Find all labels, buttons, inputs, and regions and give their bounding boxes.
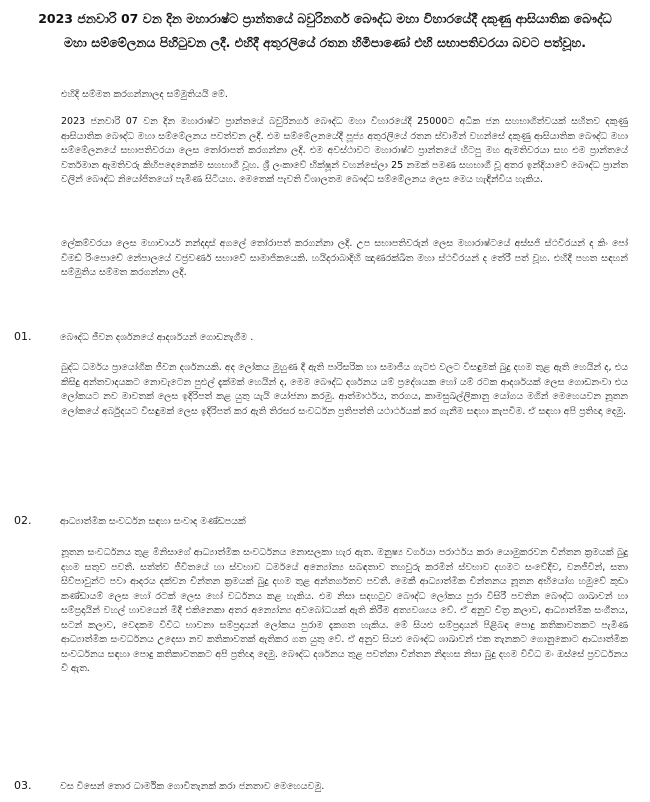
section-1-number: 01. [14, 330, 32, 343]
section-2-number: 02. [14, 514, 32, 527]
section-3-number: 03. [14, 779, 32, 792]
section-1-title: බෞද්ධ ජීවන දර්ශනයේ ආදර්ශයන් ගොඩනැගීම . [60, 332, 254, 343]
intro-paragraph: එහිදි සම්මත කරගන්නාලද සම්මුතියයි මේ. [61, 89, 228, 100]
section-1-heading [14, 329, 253, 346]
section-3-title: වස විසෙන් තොර ධාර්මික ගොවිතැනක් කරා ජනතාව මෙහෙයවමු. [60, 781, 325, 792]
section-3-heading [14, 778, 324, 795]
section-2-title: ආධ්‍යාත්මික සංවර්ධන සඳහා සංවාද මණ්ඩපයක් [60, 516, 246, 527]
paragraph-2: ලේකම්වරයා ලෙස මහාචාර්ය නන්දදාස් අගලේ තෝරාපත් කරගන්නා ලදි. උප සභාපතිවරුන් ලෙස මහාරාෂ්ටයේ අස්සජි ස්ථවිරයන් ද කිං පෝ විමඩ් රිංපොචේ නේපාලයේ වජ්‍රවර්ණ සභාවේ සාමාජිකයෙකි. හයිදරාබාදිහි ඤාණරක්ඛිත මහා ස්ථවිරයන් ද තේරී පත් වූහ. එහිදී පහත සඳහන් සම්මුතිය සම්මත කරගන්නා ලදි. [61, 238, 628, 278]
section-2-heading [14, 513, 246, 530]
section-2-body: නූතන සංවර්ධනය තුළ මිනිසාගේ ආධ්‍යාත්මික සංවර්ධනය නොසලකා හැර ඇත. මනුෂ්‍ය වර්ගයා පරාර්ථය කරා යොමුකරවන චින්තන ක්‍රමයක් බුදු දහම සතුව පවතී. සත්ත්ව ජීවිතයේ හා ස්වභාව ධර්මයේ අන්‍යෝන්‍ය සබඳතාව තහවුරු කරමින් ස්වභාව දහමට සංවේදීව, වනජීවීන්, සතා සිව්පාවුන්ට පවා ආදරය දක්වන චින්තන ක්‍රමයක් බුදු දහම තුළ අන්තර්ගතව පවතී. මෙකී ආධ්‍යාත්මික චින්තනය නූතන අභියෝග හමුවේ කුඩා කණ්ඩායම් ලෙස හෝ රටක් ලෙස හෝ වර්ධනය කළ හැකිය. එම නිසා සදහටුව බෞද්ධ ලෝකය පුරා විසිරී පවතින බෞද්ධ ශාඛාවන් හා සම්ප්‍රදායින් වහල් හාවයෙන් මිදී එකිනෙකා අතර අන්‍යෝන්‍ය අවබෝධයක් ඇති කිරීම අත්‍යවශ්‍යය වේ. ඒ අනුව චිත්‍ර කලාව, ආධ්‍යාත්මික සංගීතය, සටන් කලාව, වෙදකම විවිධ භාවනා සම්ප්‍රදායන් ලෝකය පුරාම දැකගත හැකිය. මේ සියළු සම්ප්‍රදායන් පිළිබඳ පොදු කතිකාවතකට පැමිණ ආධ්‍යාත්මික සංවර්ධනය උදෙසා නව කතිකාවතක් ඇතිකර ගත යුතු වේ. ඒ අනුව සියළු බෞද්ධ ශාඛාවන් එක තැනකට ගොනුකොට ආධ්‍යාත්මික සංවර්ධනය සඳහා පොදු කතිකාවතකට අපි ප්‍රතිඥා දෙමු. බෞද්ධ දර්ශනය තුළ පවත්නා චින්තන නිදහස නිසා බුදු දහම විවිධ මං ඔස්සේ ප්‍රවර්ධනය වී ඇත. [61, 547, 628, 674]
paragraph-1: 2023 ජනවාරි 07 වන දින මහාරාෂ්ට ප්‍රාන්තයේ බවුරිනගර් බෞද්ධ මහා විහාරයේදී 25000ට අධික ජන සහභාගිත්වයක් සහිතව දකුණු ආසියාතික බෞද්ධ මහා සම්මේලනය පවත්වන ලදී. එම සම්මේලනයේදී පූජ්‍ය අතුරලියේ රතන ස්වාමීන් වහන්සේ දකුණු ආසියාතික බෞද්ධ මහා සම්මේලනයේ සභාපතිවරයා ලෙස තෝරාපත් කරගන්නා ලදි. එම අවස්ථාවට මහාරාෂ්ට ප්‍රාන්තයේ හිටපු මහ ඇමතිවරයා සහ එම ප්‍රාන්තයේ වර්තමාන ඇමතිවරු කිහිපදෙනෙක්ම සහභාගී වූහ. ශ්‍රී ලංකාවේ භික්ෂූන් වහන්සේලා 25 නමක් පමණ සහභාගී වූ අතර ඉන්දියාවේ බෞද්ධ ප්‍රාන්ත වලින් බෞද්ධ නියෝජිතයෝ පැමිණ සිටියහ. මෙතෙක් පැවති විශාලතම බෞද්ධ සම්මේලනය ලෙස මෙය හැඳින්විය හැකිය. [61, 116, 628, 185]
document-title: 2023 ජනවාරි 07 වන දින මහාරාෂ්ට ප්‍රාන්තයේ බවුරිනගර් බෞද්ධ මහා විහාරයේදී දකුණු ආසියාතික බෞද්ධ මහා සම්මේලනය පිහිටුවන ලදී. එහිදී අතුරලියේ රතන හිමිපාණෝ එහි සභාපතිවරයා බවට පත්වූහ. [38, 11, 612, 50]
section-1-body: බුද්ධ ධර්මය ප්‍රායෝගික ජීවන දර්ශනයකි. අද ලෝකය මුහුණ දී ඇති පාරිසරික හා සමාජීය ගැටළු වලට විසඳුමක් බුදු දහම තුළ ඇති හෙයින් ද, එය කිසිදු අන්තවාදයකට නොවැටෙන පුළුල් දැක්මක් හෙයින් ද, මෙම බෞද්ධ දර්ශනය යම් ප්‍රදේශයක හෝ යම් රටක ආදර්ශයක් ලෙස ගොඩනංවා එය ලෝකයට නව මාවතක් ලෙස ඉදිරිපත් කළ යුතු යැයි යෝජනා කරමු. ආත්මාර්ථය, තරගය, කාමසුඛල්ලිකානු යෝගය මගින් මෙහෙයවන නූතන ලෝකයේ අර්බුදයට විසඳුමක් ලෙස ඉදිරිපත් කර ඇති තිරසර සංවර්ධන ප්‍රතිපත්ති යථාර්ථයක් කර ගැනීම සඳහා කැපවීම. ඒ සඳහා අපි ප්‍රතිඥා දෙමු. [61, 362, 628, 417]
